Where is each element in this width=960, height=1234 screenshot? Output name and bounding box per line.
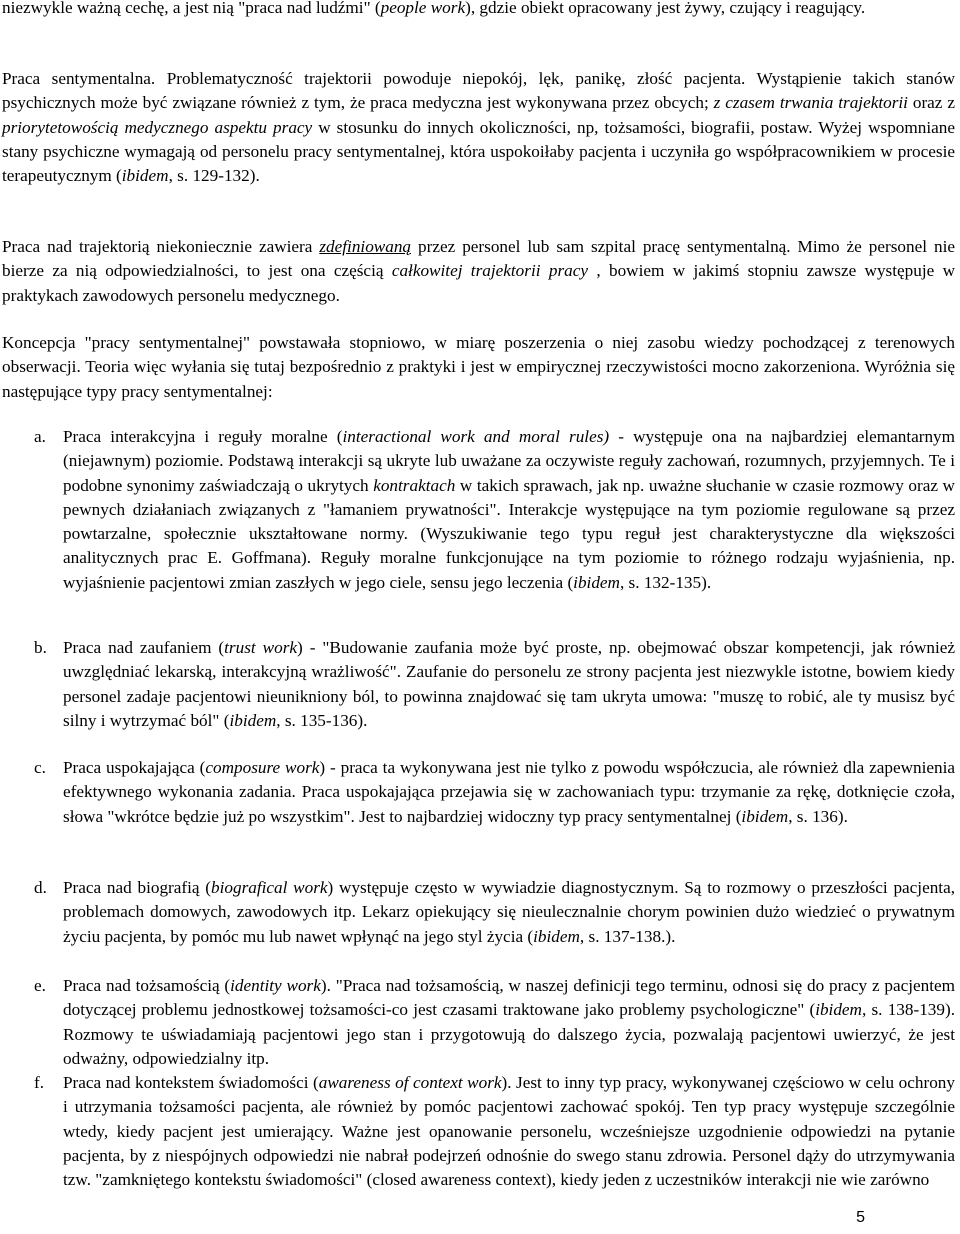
- italic-text: ibidem: [533, 926, 580, 946]
- sentimental-work-types-list: [2, 425, 955, 1192]
- italic-text: biografical work: [211, 878, 328, 897]
- list-item-text: Praca nad kontekstem świadomości (awareness of context work). Jest to inny typ pracy, wykonywanej częściowo w celu ochrony i utrzymania tożsamości pacjenta, ale również by pomóc pacjentowi zachować spokój. Ten typ pracy występuje szczególnie wtedy, kiedy pacjent jest umierający. Ważne jest opanowanie personelu, wcześniejsze uzgodnienie odpowiedzi na pytanie pacjenta, by z niespójnych odpowiedzi nie nabrał podejrzeń odnośnie do swego stanu zdrowia. Personel dąży do utrzymywania tzw. "zamkniętego kontekstu świadomości" (closed awareness context), kiedy jeden z uczestników interakcji nie wie zarówno: [63, 1073, 955, 1190]
- list-marker: a.: [34, 427, 46, 446]
- paragraph-sentimental-work: Praca sentymentalna. Problematyczność trajektorii powoduje niepokój, lęk, panikę, złość pacjenta. Wystąpienie takich stanów psychicznych może być związane również z tym, że praca medyczna jest wykonywana przez obcych; z czasem trwania trajektorii oraz z priorytetowością medycznego aspektu pracy w stosunku do innych okoliczności, np, tożsamości, biografii, postaw. Wyżej wspomniane stany psychiczne wymagają od personelu pracy sentymentalnej, która uspokoiłaby pacjenta i uczyniła go współpracownikiem w procesie terapeutycznym (ibidem, s. 129-132).: [2, 69, 955, 186]
- italic-text: zdefiniowaną: [319, 237, 412, 256]
- list-item-text: Praca nad zaufaniem (trust work) - "Budowanie zaufania może być proste, np. obejmować obszar kompetencji, jak również uwzględniać lekarską, interakcyjną wrażliwość". Zaufanie do personelu ze strony pacjenta jest niezwykle istotne, bowiem kiedy personel zadaje pacjentowi nieunikniony ból, to powinna znajdować się tam ukryta umowa: "muszę to robić, ale ty musisz być silny i wytrzymać ból" (ibidem, s. 135-136).: [63, 638, 955, 730]
- italic-text: trust work: [224, 638, 298, 657]
- list-marker: e.: [34, 976, 46, 995]
- paragraph-trajectory-work: Praca nad trajektorią niekoniecznie zawiera zdefiniowaną przez personel lub sam szpital pracę sentymentalną. Mimo że personel nie bierze za nią odpowiedzialności, to jest ona częścią całkowitej trajektorii pracy , bowiem w jakimś stopniu zawsze występuje w praktykach zawodowych personelu medycznego.: [2, 237, 955, 305]
- paragraph-concept: Koncepcja "pracy sentymentalnej" powstawała stopniowo, w miarę poszerzenia o niej zasobu wiedzy pochodzącej z terenowych obserwacji. Teoria więc wyłania się tutaj bezpośrednio z praktyki i jest w empirycznej rzeczywistości mocno zakorzeniona. Wyróżnia się następujące typy pracy sentymentalnej:: [2, 333, 955, 401]
- list-item-text: Praca nad biografią (biografical work) występuje często w wywiadzie diagnostycznym. Są to rozmowy o przeszłości pacjenta, problemach domowych, zawodowych itp. Lekarz opiekujący się nieulecznalnie chorym powinien dużo wiedzieć o prywatnym życiu pacjenta, by pomóc mu lub nawet wpłynąć na jego styl życia (ibidem, s. 137-138.).: [63, 878, 955, 946]
- italic-text: composure work: [205, 758, 320, 777]
- list-item: [2, 756, 955, 876]
- paragraph-intro-end: niezwykle ważną cechę, a jest nią "praca nad ludźmi" (people work), gdzie obiekt opracowany jest żywy, czujący i reagujący.: [2, 0, 866, 17]
- list-item: [2, 876, 955, 974]
- italic-text: całkowitej trajektorii pracy: [391, 261, 588, 281]
- list-marker: f.: [34, 1073, 45, 1092]
- list-item-text: Praca nad tożsamością (identity work). "Praca nad tożsamością, w naszej definicji tego terminu, odnosi się do pracy z pacjentem dotyczącej problemu jednostkowej tożsamości-co jest czasami traktowane jako problemy psychologiczne" (ibidem, s. 138-139). Rozmowy te uświadamiają pacjentowi jego stan i przygotowują do dalszego życia, pozwalają pacjentowi uwierzyć, że jest odważny, odpowiedzialny itp.: [63, 976, 956, 1068]
- list-item-text: Praca interakcyjna i reguły moralne (interactional work and moral rules) - występuje ona na najbardziej elemantarnym (niejawnym) poziomie. Podstawą interakcji są ukryte lub uważane za oczywiste reguły zachowań, rozumnych, przyjemnych. Te i podobne synonimy zaświadczają o ukrytych kontraktach w takich sprawach, jak np. uważne słuchanie w czasie rozmowy oraz w pewnych działaniach związanych z "łamaniem prywatności". Interakcje występujące na tym poziomie regulowane są przez powtarzalne, społecznie ukształtowane normy. (Wyszukiwanie tego typu reguł jest charakterystyczne dla większości analitycznych prac E. Goffmana). Reguły moralne funkcjonujące na tym poziomie to różnego rodzaju wyjaśnienia, np. wyjaśnienie pacjentowi zmian zaszłych w jego ciele, sensu jego leczenia (ibidem, s. 132-135).: [63, 427, 956, 592]
- italic-text: people work: [380, 0, 466, 17]
- list-item: [2, 1071, 955, 1192]
- list-item: [2, 636, 955, 756]
- italic-text: ibidem: [815, 1000, 862, 1020]
- italic-text: ibidem: [573, 572, 620, 592]
- italic-text: identity work: [230, 976, 321, 995]
- list-item: [2, 425, 955, 636]
- list-item-text: Praca uspokajająca (composure work) - praca ta wykonywana jest nie tylko z powodu współczucia, ale również dla zapewnienia efektywnego wykonania zadania. Praca uspokajająca przejawia się w zachowaniach typu: trzymanie za rękę, dotknięcie czoła, słowa "wkrótce będzie już po wszystkim". Jest to najbardziej widoczny typ pracy sentymentalnej (ibidem, s. 136).: [63, 758, 955, 826]
- list-marker: d.: [34, 878, 47, 897]
- italic-text: ibidem: [741, 806, 789, 826]
- italic-text: interactional work and moral rules): [342, 427, 610, 446]
- page-number: 5: [856, 1209, 865, 1226]
- list-marker: c.: [34, 758, 46, 777]
- list-marker: b.: [34, 638, 47, 657]
- italic-text: ibidem: [229, 710, 277, 730]
- list-item: [2, 974, 955, 1071]
- italic-text: awareness of context work: [318, 1073, 502, 1092]
- italic-text: priorytetowością medycznego aspektu pracy: [2, 117, 313, 137]
- italic-text: ibidem: [121, 166, 169, 186]
- italic-text: z czasem trwania trajektorii: [713, 93, 908, 113]
- italic-text: kontraktach: [373, 475, 456, 495]
